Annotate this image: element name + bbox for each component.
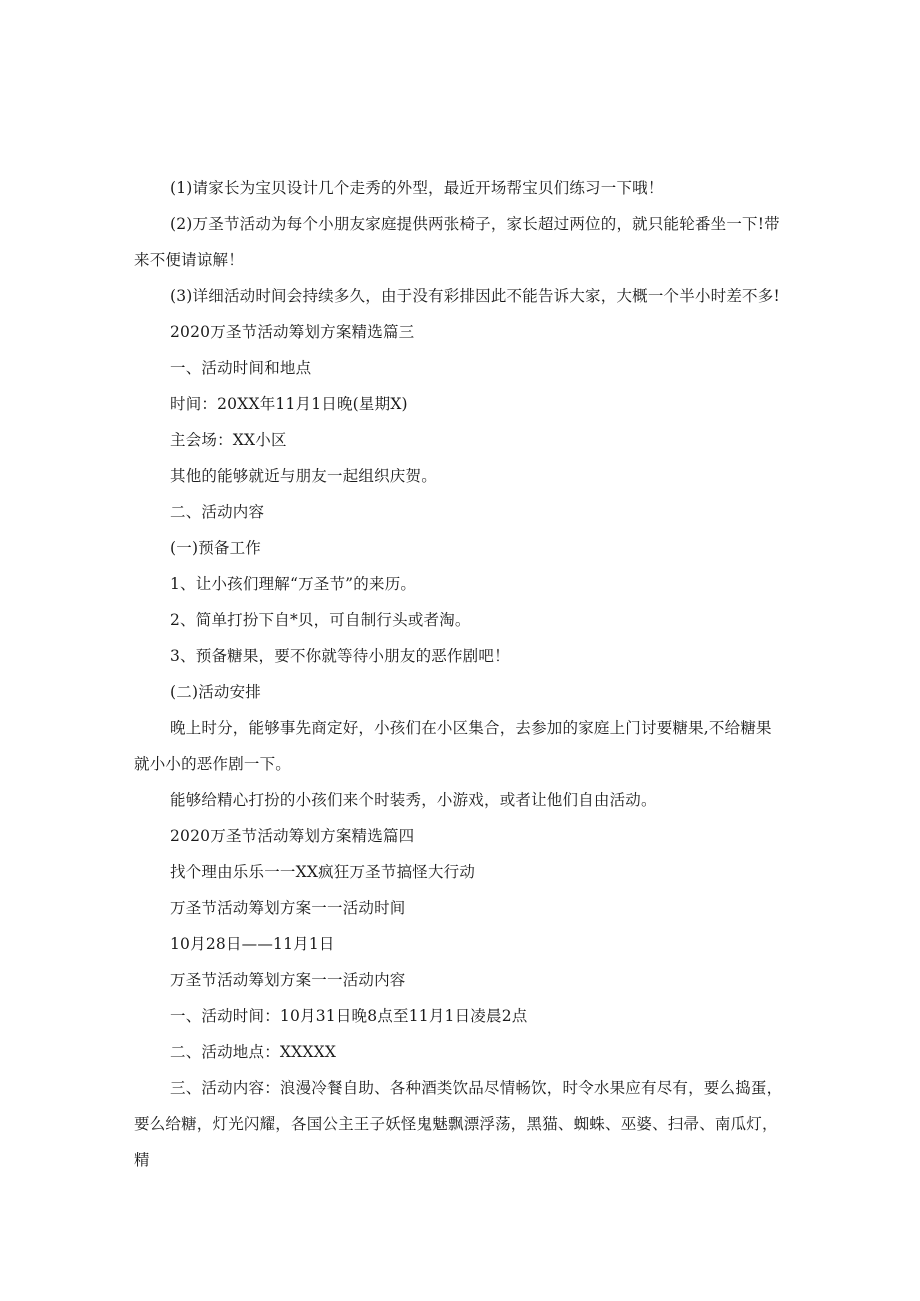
paragraph-item-1: (1)请家长为宝贝设计几个走秀的外型，最近开场帮宝贝们练习一下哦！ [170,179,664,197]
activity-time-line: 一、活动时间：10月31日晚8点至11月1日凌晨2点 [170,1007,528,1025]
section-heading-4: 2020万圣节活动筹划方案精选篇四 [170,827,415,845]
fashion-show-line: 能够给精心打扮的小孩们来个时装秀，小游戏，或者让他们自由活动。 [170,791,657,809]
section-heading-3: 2020万圣节活动筹划方案精选篇三 [170,323,415,341]
campaign-title-line: 找个理由乐乐一一XX疯狂万圣节搞怪大行动 [170,863,476,881]
main-venue-line: 主会场：XX小区 [170,431,287,449]
plan-date-range: 10月28日——11月1日 [170,935,335,953]
other-celebration-line: 其他的能够就近与朋友一起组织庆贺。 [170,467,437,485]
prep-item-3: 3、预备糖果，要不你就等待小朋友的恶作剧吧！ [170,647,510,665]
event-time-line: 时间：20XX年11月1日晚(星期X) [170,395,408,413]
subheading-time-place: 一、活动时间和地点 [170,359,312,377]
arrangement-paragraph: 晚上时分，能够事先商定好，小孩们在小区集合，去参加的家庭上门讨要糖果,不给糖果就小小的恶作剧一下。 [134,719,772,773]
subheading-content: 二、活动内容 [170,503,265,521]
prep-item-2: 2、简单打扮下自*贝，可自制行头或者淘。 [170,611,471,629]
paragraph-item-3: (3)详细活动时间会持续多久，由于没有彩排因此不能告诉大家，大概一个半小时差不多! [170,287,780,305]
paragraph-item-2: (2)万圣节活动为每个小朋友家庭提供两张椅子，家长超过两位的，就只能轮番坐一下!带来不便请谅解！ [134,215,780,269]
plan-time-heading: 万圣节活动筹划方案一一活动时间 [170,899,406,917]
activity-content-paragraph: 三、活动内容：浪漫冷餐自助、各种酒类饮品尽情畅饮，时令水果应有尽有，要么捣蛋，要么给糖，灯光闪耀，各国公主王子妖怪鬼魅飘漂浮荡，黑猫、蜘蛛、巫婆、扫帚、南瓜灯，精 [134,1079,783,1169]
prep-item-1: 1、让小孩们理解“万圣节”的来历。 [170,575,417,593]
subheading-preparation: (一)预备工作 [170,539,261,557]
activity-place-line: 二、活动地点：XXXXX [170,1043,337,1061]
subheading-arrangement: (二)活动安排 [170,683,261,701]
plan-content-heading: 万圣节活动筹划方案一一活动内容 [170,971,406,989]
